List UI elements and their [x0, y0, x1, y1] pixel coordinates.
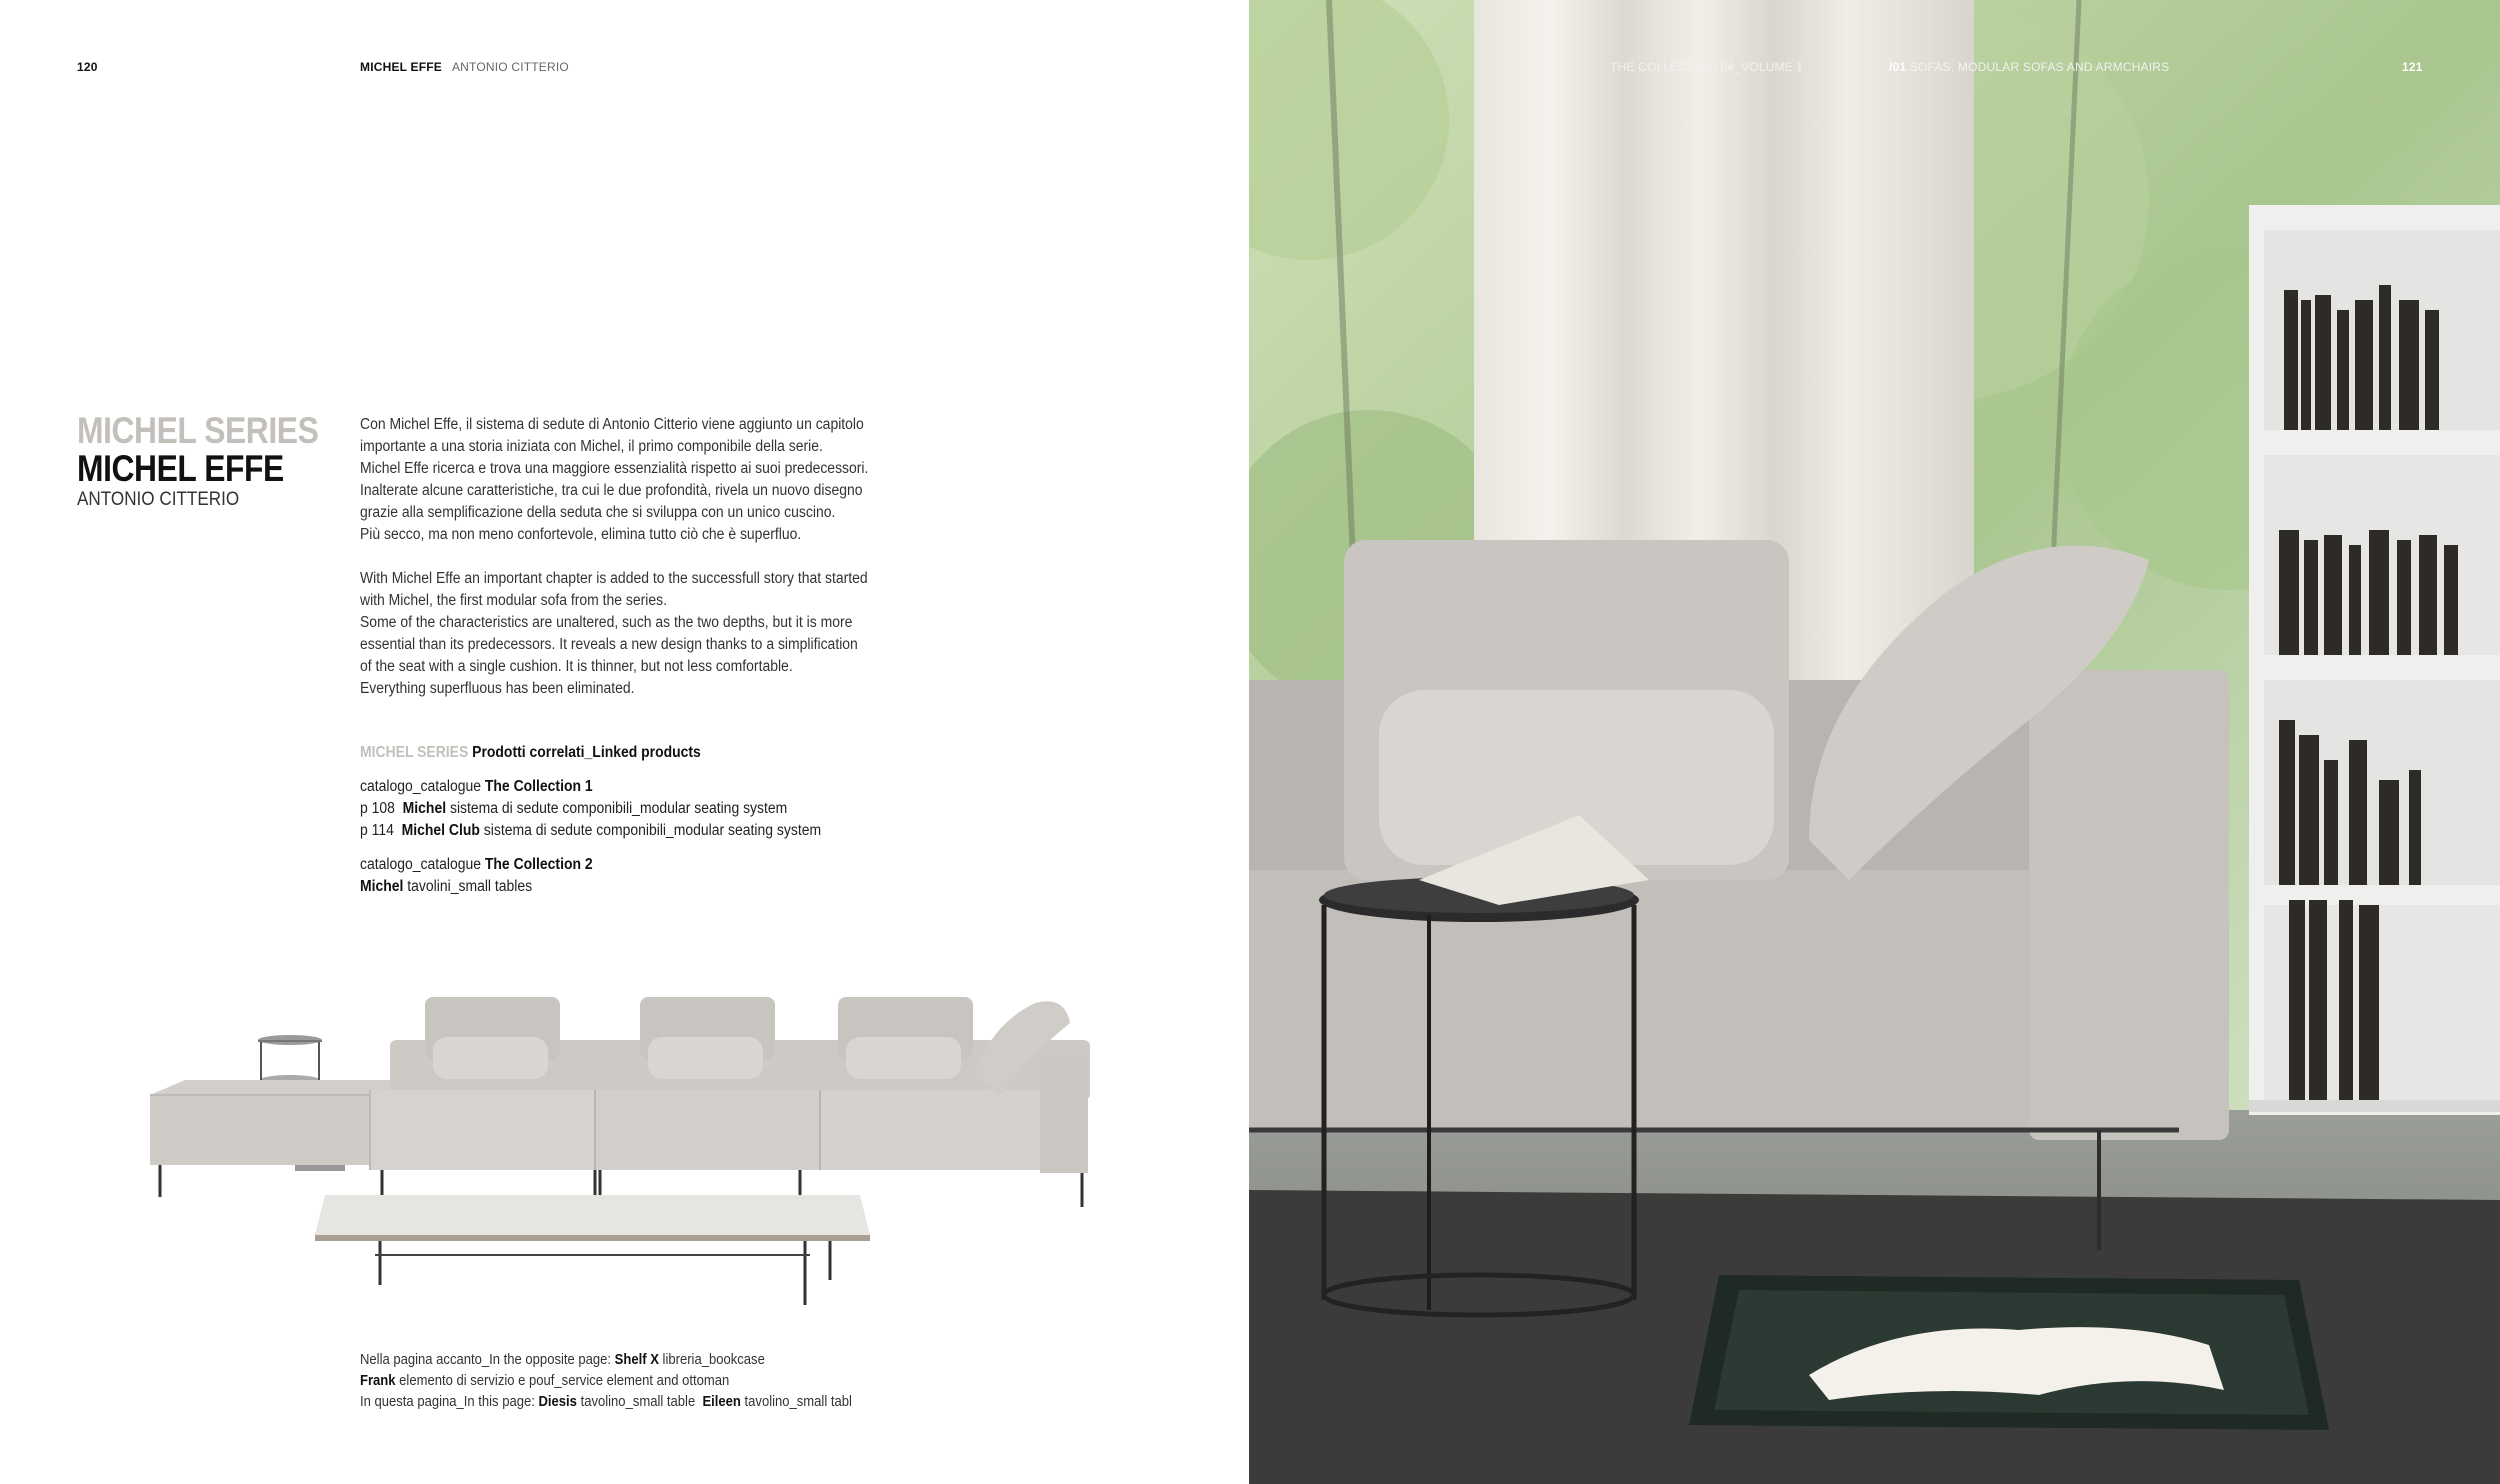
- description-it-line: Inalterate alcune caratteristiche, tra cui le due profondità, rivela un nuovo disegno: [360, 482, 863, 499]
- running-header-section: [1889, 60, 2169, 74]
- linked-item: p 108 Michel sistema di sedute componibili_modular seating system: [360, 800, 788, 817]
- linked-item: Michel tavolini_small tables: [360, 878, 533, 895]
- running-header-collection: THE COLLECTION 04_VOLUME 1: [1610, 60, 1804, 74]
- page-number-right: 121: [2402, 60, 2423, 74]
- room-photograph: [1249, 0, 2500, 1484]
- left-page: [0, 0, 1249, 1484]
- header-product: MICHEL EFFE: [360, 60, 442, 74]
- series-title: MICHEL SERIES: [77, 410, 319, 451]
- description-it-line: importante a una storia iniziata con Michel, il primo componibile della serie.: [360, 438, 823, 455]
- caption-line: Nella pagina accanto_In the opposite page: Shelf X libreria_bookcase: [360, 1352, 765, 1368]
- designer-name: ANTONIO CITTERIO: [77, 489, 240, 510]
- description-it-line: Con Michel Effe, il sistema di sedute di Antonio Citterio viene aggiunto un capitolo: [360, 416, 864, 433]
- linked-catalogue-2: catalogo_catalogue The Collection 2: [360, 856, 593, 873]
- description-en-line: essential than its predecessors. It reveals a new design thanks to a simplification: [360, 636, 858, 653]
- description-it-line: Michel Effe ricerca e trova una maggiore essenzialità rispetto ai suoi predecessori.: [360, 460, 869, 477]
- small-side-table: [258, 1035, 322, 1085]
- linked-item: p 114 Michel Club sistema di sedute componibili_modular seating system: [360, 822, 822, 839]
- sofa-product-illustration: [140, 985, 1120, 1330]
- header-section-number: /01: [1889, 60, 1907, 74]
- coffee-table: [315, 1195, 870, 1305]
- linked-products: [360, 742, 872, 898]
- room-scene: [1249, 0, 2500, 1484]
- photo-tray-with-book: [1689, 1275, 2329, 1430]
- header-designer: ANTONIO CITTERIO: [451, 60, 569, 74]
- description-en-line: With Michel Effe an important chapter is added to the successfull story that started: [360, 570, 868, 587]
- caption-line: Frank elemento di servizio e pouf_service element and ottoman: [360, 1373, 730, 1389]
- description-en-line: Some of the characteristics are unaltered, such as the two depths, but it is more: [360, 614, 853, 631]
- description-it-line: Più secco, ma non meno confortevole, elimina tutto ciò che è superfluo.: [360, 526, 802, 543]
- description-en-line: with Michel, the first modular sofa from the series.: [360, 592, 668, 609]
- product-title: MICHEL EFFE: [77, 448, 284, 489]
- header-section-name: SOFAS, MODULAR SOFAS AND ARMCHAIRS: [1909, 60, 2170, 74]
- running-header-left: [360, 60, 569, 74]
- photo-caption: [360, 1350, 907, 1413]
- bookcase: [2249, 205, 2500, 1115]
- description-it-line: grazie alla semplificazione della seduta che si sviluppa con un unico cuscino.: [360, 504, 836, 521]
- description-en-line: Everything superfluous has been eliminated.: [360, 680, 635, 697]
- description-en-line: of the seat with a single cushion. It is thinner, but not less comfortable.: [360, 658, 793, 675]
- page-number-left: 120: [77, 60, 98, 74]
- linked-heading: MICHEL SERIES Prodotti correlati_Linked products: [360, 744, 701, 761]
- description: [360, 414, 920, 700]
- linked-catalogue-1: catalogo_catalogue The Collection 1: [360, 778, 593, 795]
- caption-line: In questa pagina_In this page: Diesis tavolino_small table Eileen tavolino_small tabl: [360, 1394, 852, 1410]
